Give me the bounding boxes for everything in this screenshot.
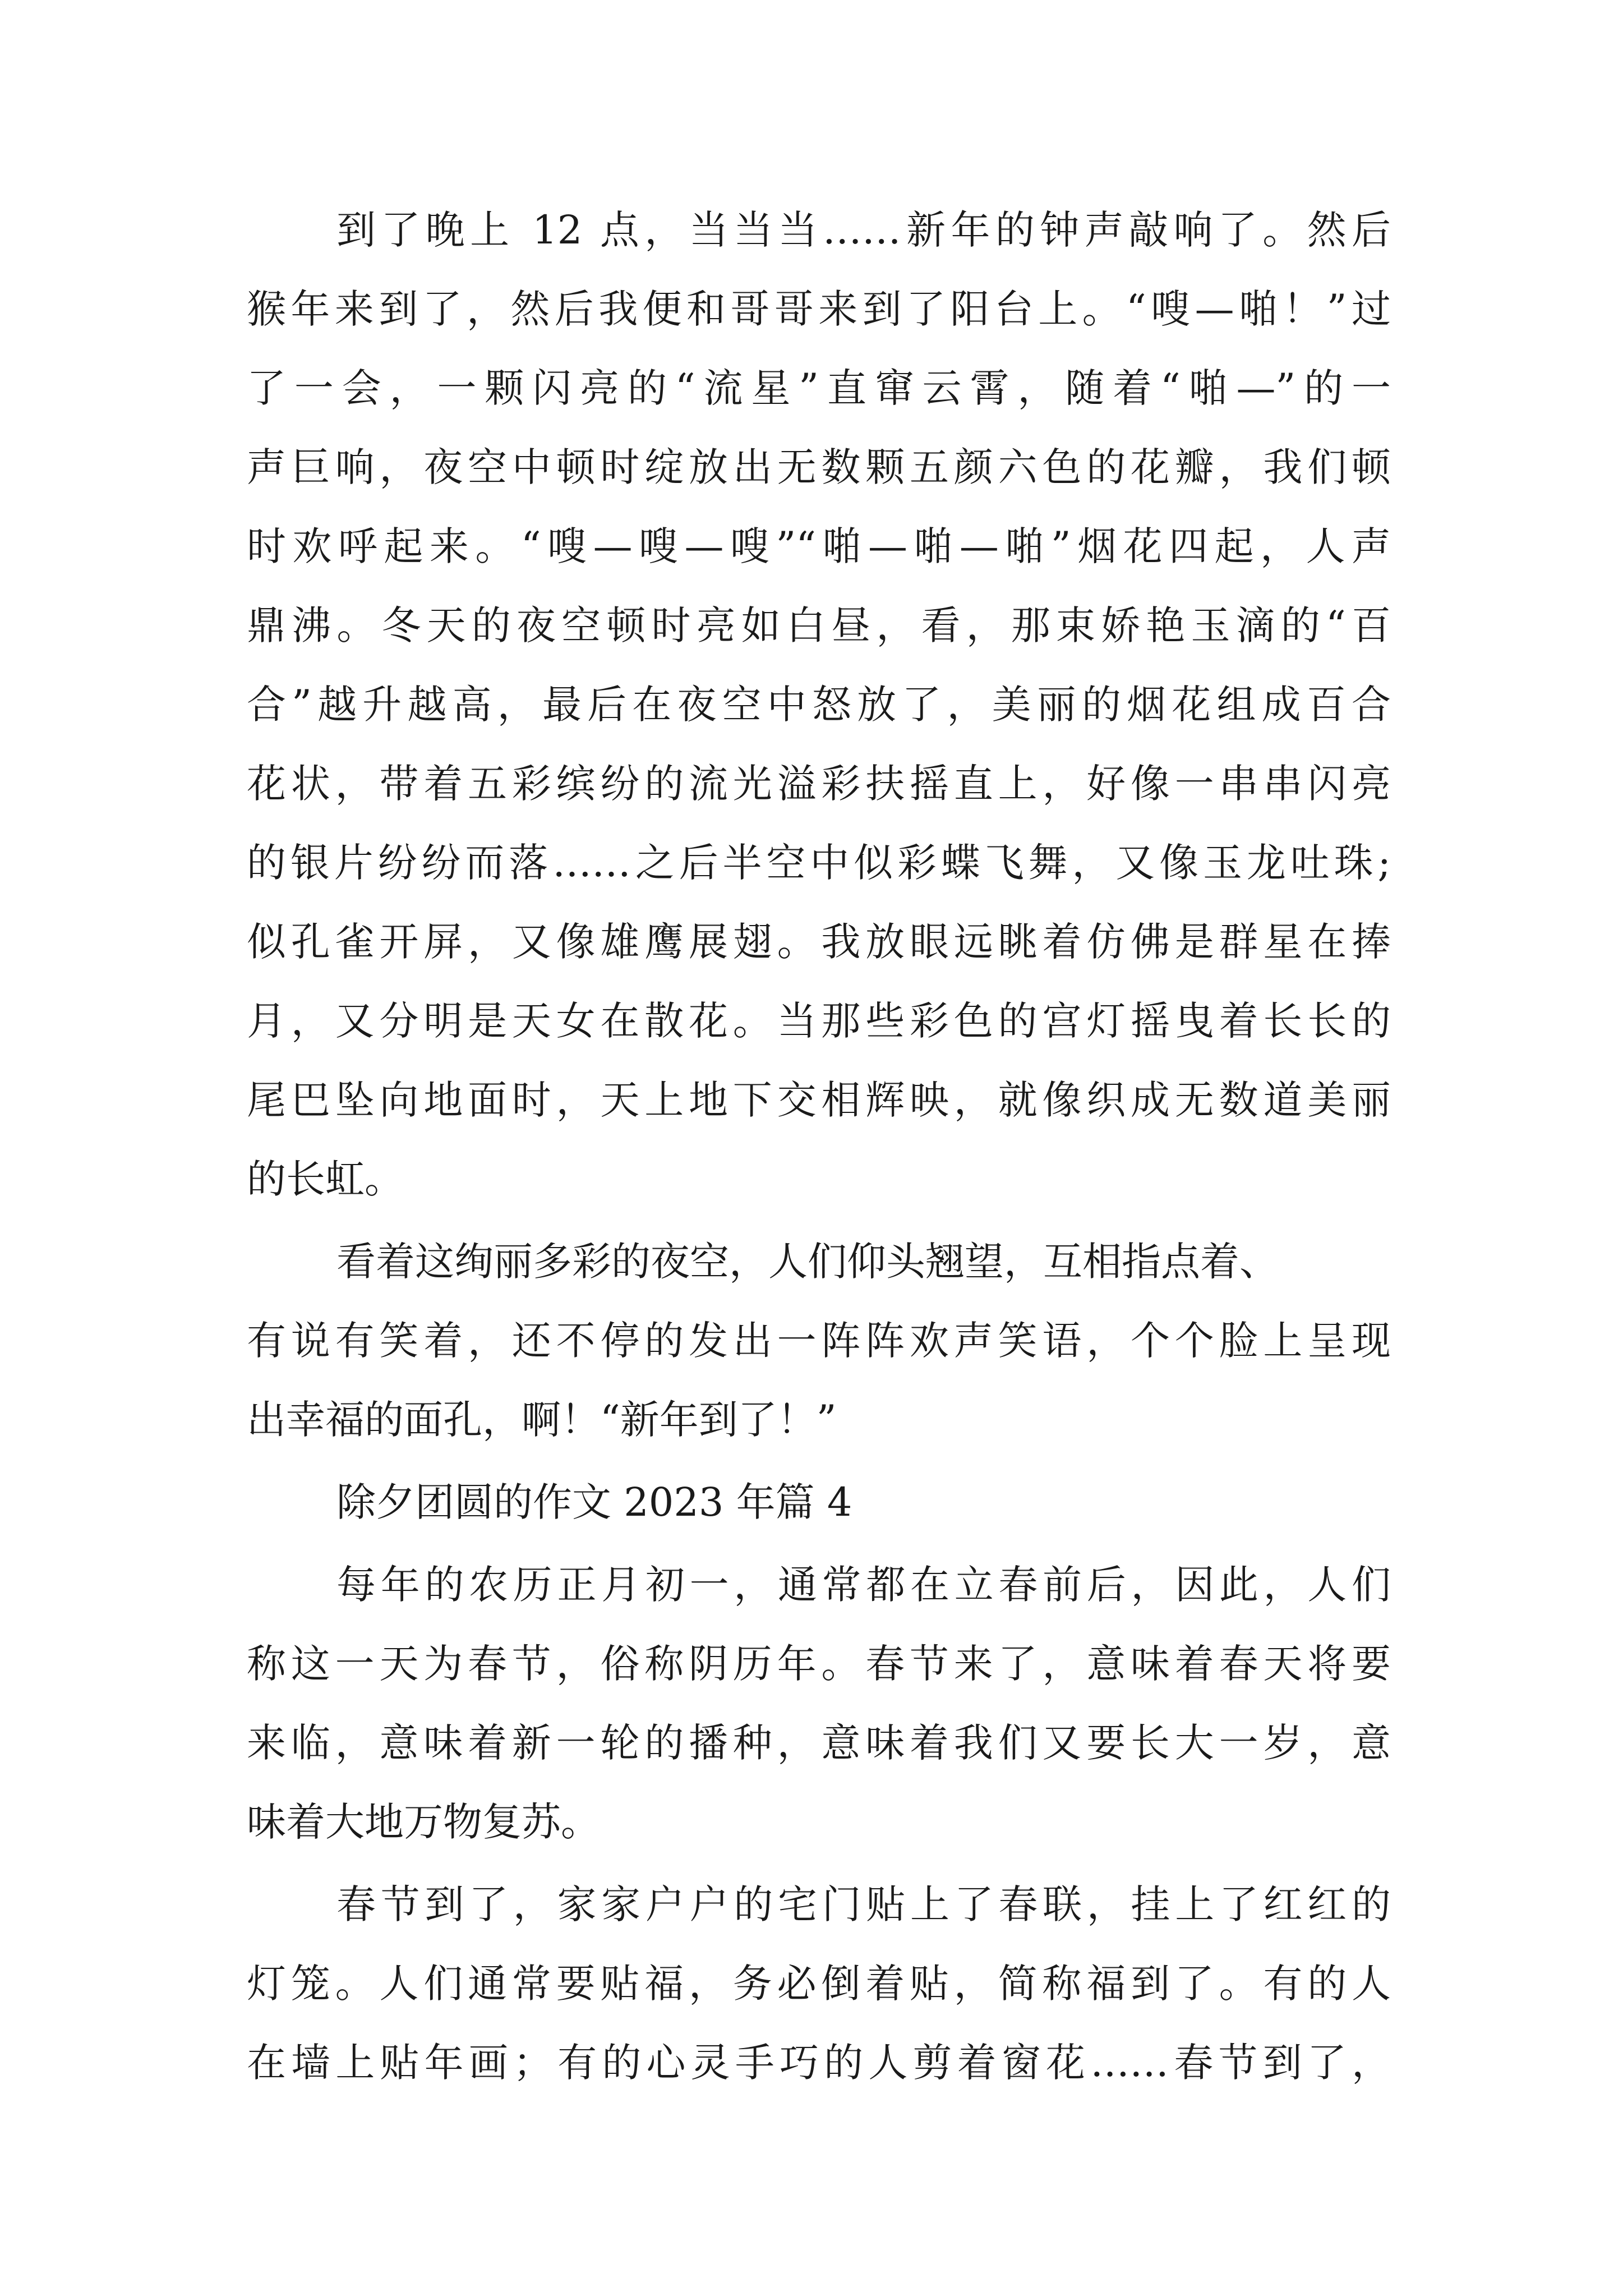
paragraph-line: 声巨响，夜空中顿时绽放出无数颗五颜六色的花瓣，我们顿: [247, 444, 1391, 490]
paragraph-line: 合”越升越高，最后在夜空中怒放了，美丽的烟花组成百合: [247, 682, 1391, 728]
paragraph-line: 尾巴坠向地面时，天上地下交相辉映，就像织成无数道美丽: [247, 1077, 1391, 1123]
paragraph-line: 称这一天为春节，俗称阴历年。春节来了，意味着春天将要: [247, 1641, 1391, 1687]
paragraph-line: 在墙上贴年画；有的心灵手巧的人剪着窗花……春节到了，: [247, 2040, 1391, 2086]
paragraph-line: 春节到了，家家户户的宅门贴上了春联，挂上了红红的: [336, 1881, 1391, 1927]
paragraph-line: 的银片纷纷而落……之后半空中似彩蝶飞舞，又像玉龙吐珠;: [247, 840, 1391, 886]
paragraph-line: 了一会，一颗闪亮的“流星”直窜云霄，随着“啪—”的一: [247, 365, 1391, 411]
paragraph-line: 灯笼。人们通常要贴福，务必倒着贴，简称福到了。有的人: [247, 1961, 1391, 2007]
paragraph-line: 花状，带着五彩缤纷的流光溢彩扶摇直上，好像一串串闪亮: [247, 761, 1391, 807]
paragraph-line: 月，又分明是天女在散花。当那些彩色的宫灯摇曳着长长的: [247, 998, 1391, 1044]
paragraph-line: 有说有笑着，还不停的发出一阵阵欢声笑语，个个脸上呈现: [247, 1318, 1391, 1364]
paragraph-line: 来临，意味着新一轮的播种，意味着我们又要长大一岁，意: [247, 1720, 1391, 1766]
paragraph-line: 每年的农历正月初一，通常都在立春前后，因此，人们: [336, 1562, 1391, 1608]
section-heading: 除夕团圆的作文 2023 年篇 4: [336, 1479, 852, 1525]
paragraph-line: 味着大地万物复苏。: [247, 1799, 600, 1845]
paragraph-line: 看着这绚丽多彩的夜空，人们仰头翘望，互相指点着、: [336, 1239, 1279, 1285]
paragraph-line: 似孔雀开屏，又像雄鹰展翅。我放眼远眺着仿佛是群星在捧: [247, 919, 1391, 965]
paragraph-line: 到了晚上 12 点，当当当……新年的钟声敲响了。然后: [336, 207, 1391, 253]
paragraph-line: 的长虹。: [247, 1156, 404, 1202]
paragraph-line: 猴年来到了，然后我便和哥哥来到了阳台上。“嗖—啪！”过: [247, 286, 1391, 332]
paragraph-line: 鼎沸。冬天的夜空顿时亮如白昼，看，那束娇艳玉滴的“百: [247, 602, 1391, 648]
paragraph-line: 出幸福的面孔，啊！“新年到了！”: [247, 1397, 837, 1443]
paragraph-line: 时欢呼起来。“嗖—嗖—嗖”“啪—啪—啪”烟花四起，人声: [247, 523, 1391, 569]
